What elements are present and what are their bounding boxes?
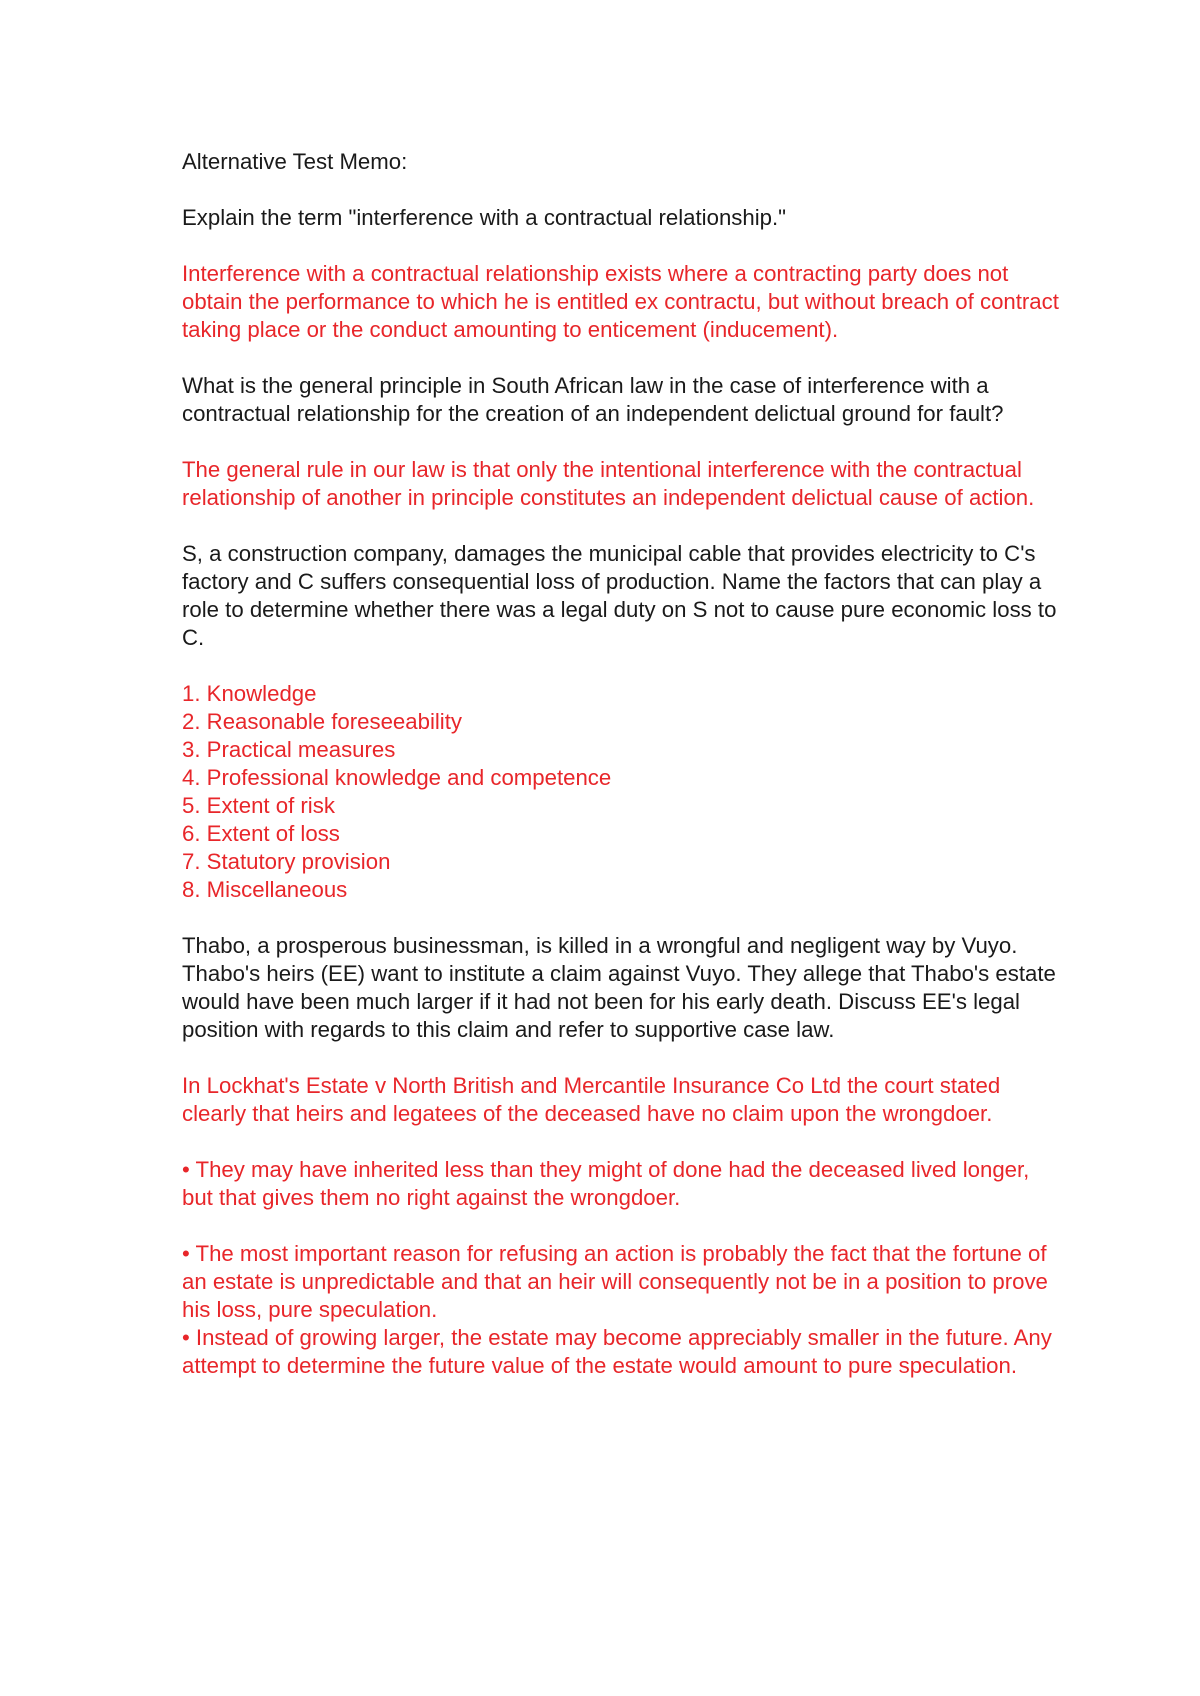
factor-list <box>182 680 1062 904</box>
list-item: 7. Statutory provision <box>182 849 391 874</box>
list-item: 4. Professional knowledge and competence <box>182 765 612 790</box>
list-item: 2. Reasonable foreseeability <box>182 709 462 734</box>
answer-2: The general rule in our law is that only the intentional interference with the contractual relationship of another in principle constitutes an independent delictual cause of action. <box>182 457 1035 510</box>
list-item: 8. Miscellaneous <box>182 877 348 902</box>
memo-title: Alternative Test Memo: <box>182 149 408 174</box>
question-4: Thabo, a prosperous businessman, is killed in a wrongful and negligent way by Vuyo. Thabo's heirs (EE) want to institute a claim against Vuyo. They allege that Thabo's estate would have been much larger if it had not been for his early death. Discuss EE's legal position with regards to this claim and refer to supportive case law. <box>182 933 1056 1042</box>
answer-4-bullet: • The most important reason for refusing an action is probably the fact that the fortune of an estate is unpredictable and that an heir will consequently not be in a position to prove his loss, pure speculation. <box>182 1241 1048 1322</box>
question-3: S, a construction company, damages the municipal cable that provides electricity to C's factory and C suffers consequential loss of production. Name the factors that can play a role to determine whether there was a legal duty on S not to cause pure economic loss to C. <box>182 541 1057 650</box>
list-item: 3. Practical measures <box>182 737 396 762</box>
list-item: 6. Extent of loss <box>182 821 340 846</box>
question-2: What is the general principle in South African law in the case of interference with a contractual relationship for the creation of an independent delictual ground for fault? <box>182 373 1004 426</box>
answer-1: Interference with a contractual relationship exists where a contracting party does not obtain the performance to which he is entitled ex contractu, but without breach of contract taking place or the conduct amounting to enticement (inducement). <box>182 261 1059 342</box>
answer-4-bullet: • They may have inherited less than they might of done had the deceased lived longer, but that gives them no right against the wrongdoer. <box>182 1157 1030 1210</box>
question-1: Explain the term "interference with a contractual relationship." <box>182 205 787 230</box>
list-item: 5. Extent of risk <box>182 793 335 818</box>
answer-4-bullet: • Instead of growing larger, the estate may become appreciably smaller in the future. Any attempt to determine the future value of the estate would amount to pure speculation. <box>182 1325 1052 1378</box>
memo-content <box>182 148 1062 1380</box>
list-item: 1. Knowledge <box>182 681 317 706</box>
answer-4-intro: In Lockhat's Estate v North British and Mercantile Insurance Co Ltd the court stated clearly that heirs and legatees of the deceased have no claim upon the wrongdoer. <box>182 1073 1001 1126</box>
